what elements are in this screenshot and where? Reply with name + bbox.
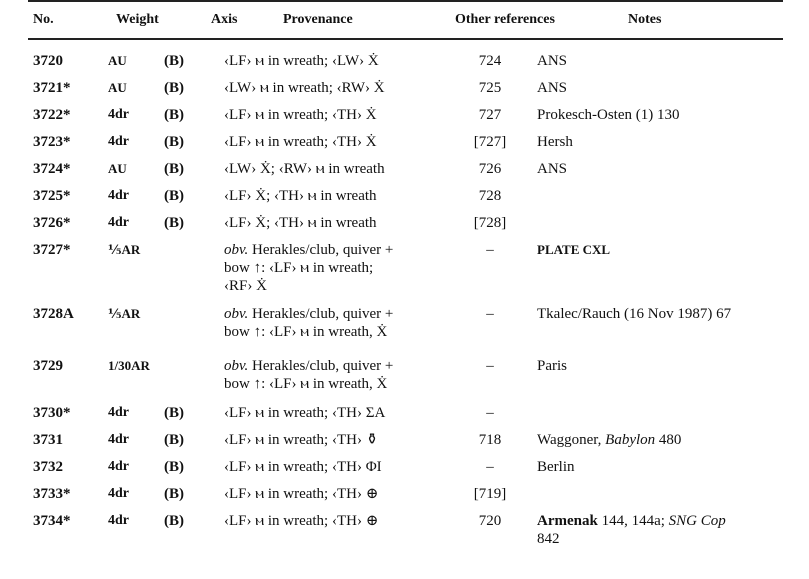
row-number: 3725* (33, 188, 71, 204)
row-other-reference: – (486, 306, 494, 322)
row-notes: Prokesch-Osten (1) 130 (537, 107, 680, 123)
row-weight: 4dr (108, 486, 129, 501)
row-weight: AU (108, 80, 127, 95)
header-other-references: Other references (455, 12, 555, 27)
row-provenance-line: ‹LF› ⲙ in wreath; ‹LW› Ẋ (224, 53, 379, 69)
row-notes: ANS (537, 53, 568, 69)
row-notes: Berlin (537, 459, 575, 475)
row-number: 3721* (33, 80, 71, 96)
row-other-reference: 727 (478, 107, 502, 123)
row-axis: (B) (164, 432, 184, 448)
row-provenance-line: obv. Herakles/club, quiver + (224, 358, 394, 374)
row-notes: PLATE CXL (537, 242, 611, 257)
row-axis: (B) (164, 486, 184, 502)
row-number: 3730* (33, 405, 71, 421)
row-number: 3734* (33, 513, 71, 529)
row-weight: 4dr (108, 134, 129, 149)
row-provenance-line: ‹LF› ⲙ in wreath; ‹TH› ΦΙ (224, 459, 382, 475)
top-rule (28, 0, 783, 2)
row-notes: Hersh (537, 134, 573, 150)
row-number: 3728A (33, 306, 74, 322)
row-other-reference: 725 (478, 80, 502, 96)
row-axis: (B) (164, 134, 184, 150)
row-notes: Tkalec/Rauch (16 Nov 1987) 67 (537, 306, 732, 322)
row-other-reference: 728 (478, 188, 502, 204)
row-number: 3727* (33, 242, 71, 258)
row-axis: (B) (164, 188, 184, 204)
row-weight: 4dr (108, 459, 129, 474)
row-provenance-line: bow ↑: ‹LF› ⲙ in wreath, Ẋ (224, 324, 388, 340)
row-other-reference: – (486, 358, 494, 374)
header-axis: Axis (211, 12, 238, 27)
row-number: 3724* (33, 161, 71, 177)
header-provenance: Provenance (283, 12, 353, 27)
row-provenance-line: ‹RF› Ẋ (224, 278, 267, 294)
row-other-reference: – (486, 242, 494, 258)
row-weight: AU (108, 161, 127, 176)
row-weight: 4dr (108, 432, 129, 447)
header-rule (28, 38, 783, 40)
row-axis: (B) (164, 53, 184, 69)
row-provenance-line: ‹LF› ⲙ in wreath; ‹TH› Ẋ (224, 134, 377, 150)
row-other-reference: [727] (473, 134, 507, 150)
row-axis: (B) (164, 107, 184, 123)
row-provenance-line: ‹LF› Ẋ; ‹TH› ⲙ in wreath (224, 215, 377, 231)
row-number: 3726* (33, 215, 71, 231)
row-axis: (B) (164, 80, 184, 96)
row-weight: 1/30AR (108, 358, 150, 373)
row-number: 3720 (33, 53, 63, 69)
row-provenance-line: ‹LF› ⲙ in wreath; ‹TH› ΣΑ (224, 405, 386, 421)
row-provenance-line: obv. Herakles/club, quiver + (224, 306, 394, 322)
header-weight: Weight (116, 12, 159, 27)
row-weight: 4dr (108, 405, 129, 420)
header-notes: Notes (628, 12, 662, 27)
row-other-reference: [719] (473, 486, 507, 502)
row-other-reference: 718 (478, 432, 502, 448)
row-other-reference: 724 (478, 53, 502, 69)
row-number: 3733* (33, 486, 71, 502)
row-number: 3731 (33, 432, 63, 448)
row-other-reference: [728] (473, 215, 507, 231)
row-provenance-line: ‹LW› Ẋ; ‹RW› ⲙ in wreath (224, 161, 385, 177)
row-notes-continued: 842 (537, 531, 560, 547)
row-axis: (B) (164, 215, 184, 231)
row-provenance-line: ‹LW› ⲙ in wreath; ‹RW› Ẋ (224, 80, 385, 96)
row-notes: Waggoner, Babylon 480 (537, 432, 682, 448)
row-number: 3722* (33, 107, 71, 123)
row-other-reference: – (486, 405, 494, 421)
row-axis: (B) (164, 513, 184, 529)
row-weight: 4dr (108, 513, 129, 528)
row-notes: ANS (537, 161, 568, 177)
row-weight: AU (108, 53, 127, 68)
header-no: No. (33, 12, 54, 27)
row-provenance-line: ‹LF› ⲙ in wreath; ‹TH› ⚱ (224, 432, 379, 448)
row-provenance-line: ‹LF› ⲙ in wreath; ‹TH› ⊕ (224, 513, 379, 529)
row-notes: Paris (537, 358, 567, 374)
row-notes: Armenak 144, 144a; SNG Cop (537, 513, 726, 529)
row-axis: (B) (164, 459, 184, 475)
row-provenance-line: bow ↑: ‹LF› ⲙ in wreath, Ẋ (224, 376, 388, 392)
row-other-reference: – (486, 459, 494, 475)
row-weight: 4dr (108, 188, 129, 203)
row-provenance-line: ‹LF› ⲙ in wreath; ‹TH› ⊕ (224, 486, 379, 502)
row-provenance-line: ‹LF› Ẋ; ‹TH› ⲙ in wreath (224, 188, 377, 204)
row-axis: (B) (164, 405, 184, 421)
row-weight: 4dr (108, 215, 129, 230)
row-provenance-line: bow ↑: ‹LF› ⲙ in wreath; (224, 260, 374, 276)
row-number: 3729 (33, 358, 63, 374)
row-weight: ⅕AR (108, 306, 141, 321)
row-provenance-line: ‹LF› ⲙ in wreath; ‹TH› Ẋ (224, 107, 377, 123)
row-other-reference: 720 (478, 513, 502, 529)
row-other-reference: 726 (478, 161, 502, 177)
row-number: 3723* (33, 134, 71, 150)
row-weight: ⅕AR (108, 242, 141, 257)
row-axis: (B) (164, 161, 184, 177)
row-number: 3732 (33, 459, 63, 475)
row-provenance-line: obv. Herakles/club, quiver + (224, 242, 394, 258)
row-notes: ANS (537, 80, 568, 96)
row-weight: 4dr (108, 107, 129, 122)
